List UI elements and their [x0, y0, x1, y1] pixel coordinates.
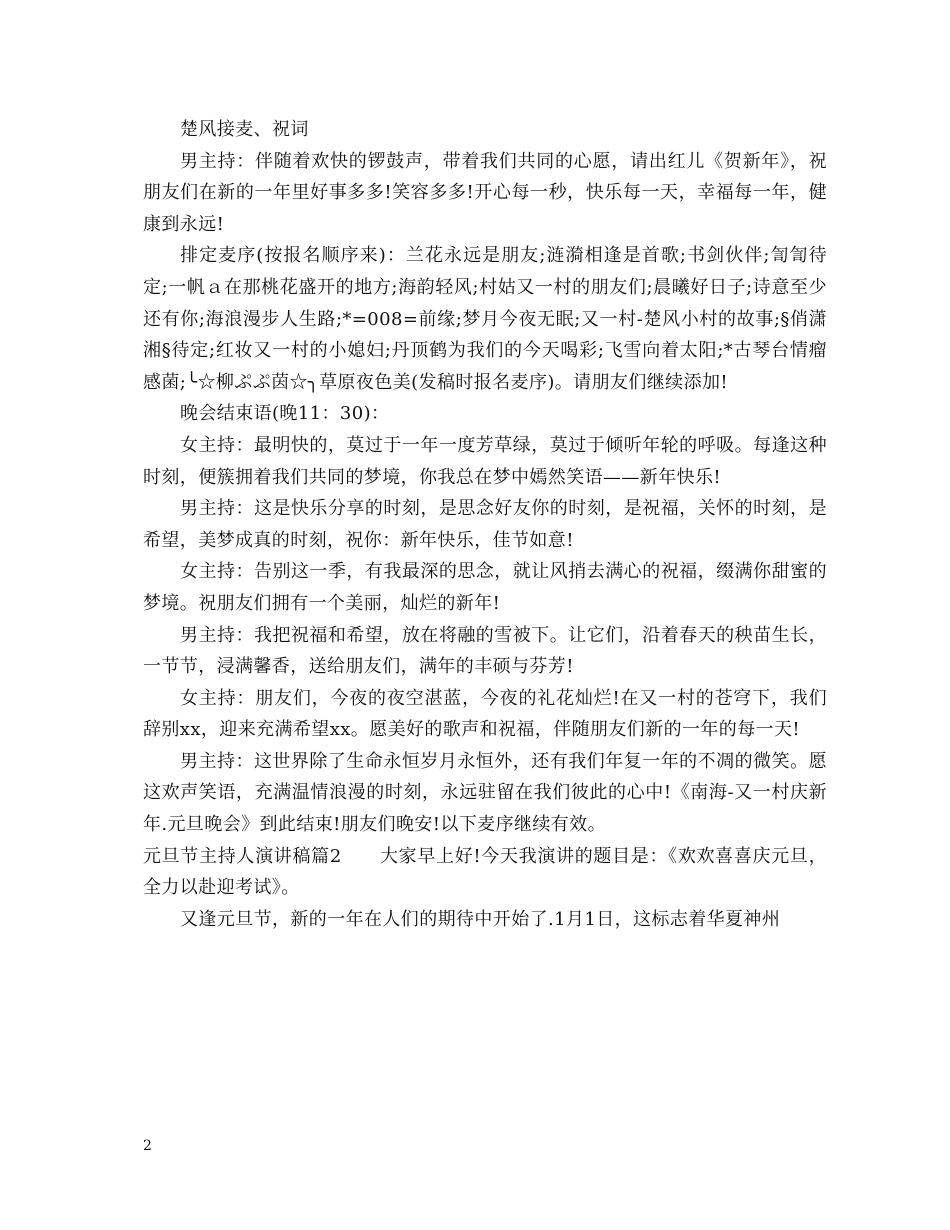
paragraph-male-host-1: 男主持：伴随着欢快的锣鼓声，带着我们共同的心愿，请出红儿《贺新年》，祝朋友们在新的一年里好事多多!笑容多多!开心每一秒，快乐每一天，幸福每一年，健康到永远! [143, 150, 827, 235]
section-heading-chufeng: 楚风接麦、祝词 [180, 119, 309, 140]
paragraph-female-host-3: 女主持：朋友们，今夜的夜空湛蓝，今夜的礼花灿烂!在又一村的苍穹下，我们辞别xx，迎来充满希望xx。愿美好的歌声和祝福，伴随朋友们新的一年的每一天! [143, 687, 827, 741]
paragraph-male-host-2: 男主持：这是快乐分享的时刻，是思念好友你的时刻，是祝福，关怀的时刻，是希望，美梦成真的时刻，祝你：新年快乐，佳节如意! [143, 498, 827, 551]
paragraph-male-host-4: 男主持：这世界除了生命永恒岁月永恒外，还有我们年复一年的不凋的微笑。愿这欢声笑语，充满温情浪漫的时刻，永远驻留在我们彼此的心中!《南海-又一村庆新年.元旦晚会》到此结束!朋友们晚安!以下麦序继续有效。 [143, 750, 827, 836]
paragraph-male-host-3: 男主持：我把祝福和希望，放在将融的雪被下。让它们，沿着春天的秧苗生长，一节节，浸满馨香，送给朋友们，满年的丰硕与芬芳! [143, 624, 827, 678]
paragraph-speech-body: 又逢元旦节，新的一年在人们的期待中开始了.1月1日，这标志着华夏神州 [180, 908, 781, 930]
speech-opening: 大家早上好!今天我演讲的题目是：《欢欢喜喜庆元旦，全力以赴迎考试》。 [143, 845, 827, 899]
paragraph-mic-order: 排定麦序(按报名顺序来)：兰花永远是朋友;涟漪相逢是首歌;书剑伙伴;訇訇待定;一帆ａ在那桃花盛开的地方;海韵轻风;村姑又一村的朋友们;晨曦好日子;诗意至少还有你;海浪漫步人生路;*=008=前缘;梦月今夜无眠;又一村-楚风小村的故事;§俏潇湘§待定;红妆又一村的小媳妇;丹顶鹤为我们的今天喝彩;飞雪向着太阳;*古琴台情瘤感菌;╰☆柳ぷぷ茵☆╮草原夜色美(发稿时报名麦序)。请朋友们继续添加! [143, 245, 827, 393]
speech-heading: 元旦节主持人演讲稿篇2 [143, 845, 342, 867]
paragraph-female-host-1: 女主持：最明快的，莫过于一年一度芳草绿，莫过于倾听年轮的呼吸。每逢这种时刻，便簇拥着我们共同的梦境，你我总在梦中嫣然笑语——新年快乐! [143, 434, 827, 488]
paragraph-female-host-2: 女主持：告别这一季，有我最深的思念，就让风捎去满心的祝福，缀满你甜蜜的梦境。祝朋友们拥有一个美丽，灿烂的新年! [143, 561, 827, 614]
page-number: 2 [143, 1138, 152, 1154]
speech-intro [143, 841, 827, 904]
section-heading-closing: 晚会结束语(晚11：30)： [180, 403, 390, 425]
document-body [143, 114, 827, 935]
